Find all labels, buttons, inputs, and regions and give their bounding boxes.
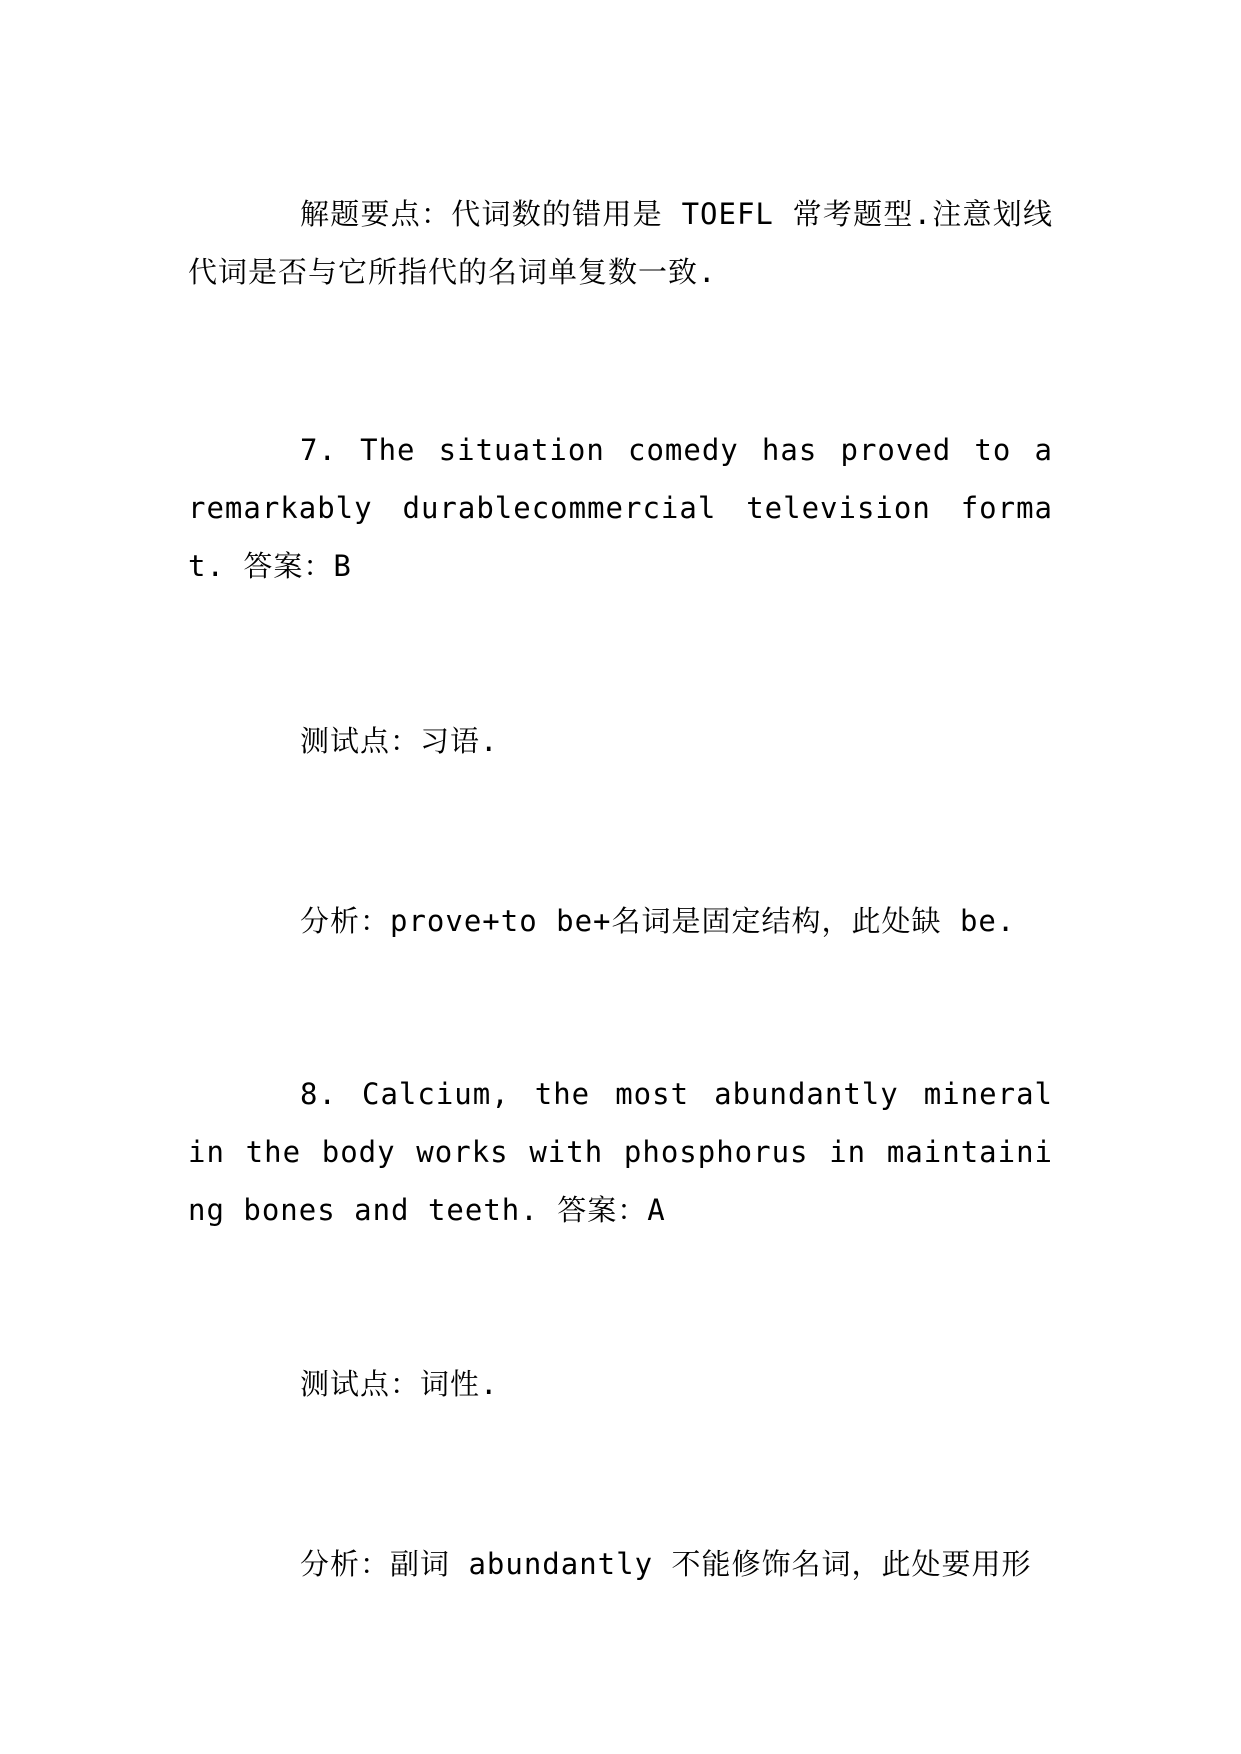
question-8-analysis: 分析：副词 abundantly 不能修饰名词，此处要用形	[300, 1547, 1032, 1581]
question-7-paragraph: 7. The situation comedy has proved to a remarkably durablecommercial television format. 答案：B	[188, 433, 1053, 583]
question-7-analysis: 分析：prove+to be+名词是固定结构，此处缺 be.	[300, 904, 1016, 938]
answer-key-paragraph-pronoun-number: 解题要点：代词数的错用是 TOEFL 常考题型.注意划线代词是否与它所指代的名词单复数一致.	[188, 197, 1053, 289]
question-8-paragraph: 8. Calcium, the most abundantly mineral in the body works with phosphorus in maintaining bones and teeth. 答案：A	[188, 1077, 1053, 1227]
question-8-test-point: 测试点：词性.	[300, 1367, 499, 1401]
question-7-test-point: 测试点：习语.	[300, 724, 499, 758]
